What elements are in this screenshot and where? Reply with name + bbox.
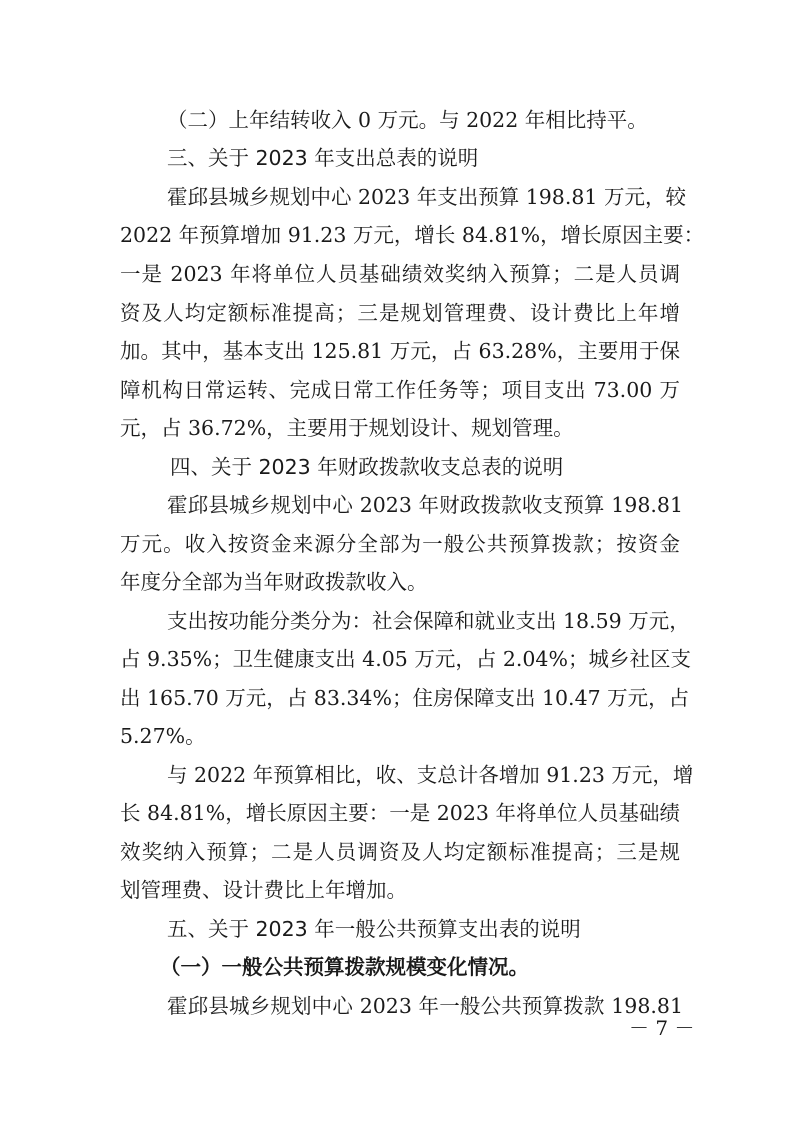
paragraph-line: 划管理费、设计费比上年增加。 xyxy=(120,878,407,902)
paragraph-line: 资及人均定额标准提高；三是规划管理费、设计费比上年增 xyxy=(120,301,680,325)
paragraph-line: 占 9.35%；卫生健康支出 4.05 万元，占 2.04%；城乡社区支 xyxy=(120,647,691,671)
paragraph-line: 霍邱县城乡规划中心 2023 年财政拨款收支预算 198.81 xyxy=(167,493,683,517)
paragraph-line: 支出按功能分类分为：社会保障和就业支出 18.59 万元， xyxy=(167,609,690,633)
paragraph-line: 元，占 36.72%，主要用于规划设计、规划管理。 xyxy=(120,416,574,440)
paragraph-line: 5.27%。 xyxy=(120,724,206,748)
section-heading-3: 三、关于 2023 年支出总表的说明 xyxy=(167,146,479,170)
paragraph-line: 障机构日常运转、完成日常工作任务等；项目支出 73.00 万 xyxy=(120,378,680,402)
paragraph-line: 万元。收入按资金来源分全部为一般公共预算拨款；按资金 xyxy=(120,532,680,556)
paragraph-line: 年度分全部为当年财政拨款收入。 xyxy=(120,570,428,594)
paragraph-line: 长 84.81%，增长原因主要：一是 2023 年将单位人员基础绩 xyxy=(120,801,680,825)
paragraph-line: 一是 2023 年将单位人员基础绩效奖纳入预算；二是人员调 xyxy=(120,262,680,286)
section-heading-4: 四、关于 2023 年财政拨款收支总表的说明 xyxy=(170,455,564,479)
paragraph-line: 霍邱县城乡规划中心 2023 年支出预算 198.81 万元，较 xyxy=(167,185,686,209)
subsection-heading: （一）一般公共预算拨款规模变化情况。 xyxy=(160,955,529,979)
page-number: － 7 － xyxy=(629,1016,695,1040)
paragraph-line: 出 165.70 万元，占 83.34%；住房保障支出 10.47 万元，占 xyxy=(120,686,690,710)
paragraph-line: 霍邱县城乡规划中心 2023 年一般公共预算拨款 198.81 xyxy=(167,994,683,1018)
paragraph-line: 与 2022 年预算相比，收、支总计各增加 91.23 万元，增 xyxy=(167,763,694,787)
section-heading-5: 五、关于 2023 年一般公共预算支出表的说明 xyxy=(167,917,581,941)
paragraph-line: 2022 年预算增加 91.23 万元，增长 84.81%，增长原因主要： xyxy=(120,223,705,247)
paragraph-line: 效奖纳入预算；二是人员调资及人均定额标准提高；三是规 xyxy=(120,840,680,864)
paragraph-line: （二）上年结转收入 0 万元。与 2022 年相比持平。 xyxy=(167,108,648,132)
paragraph-line: 加。其中，基本支出 125.81 万元，占 63.28%，主要用于保 xyxy=(120,339,680,363)
